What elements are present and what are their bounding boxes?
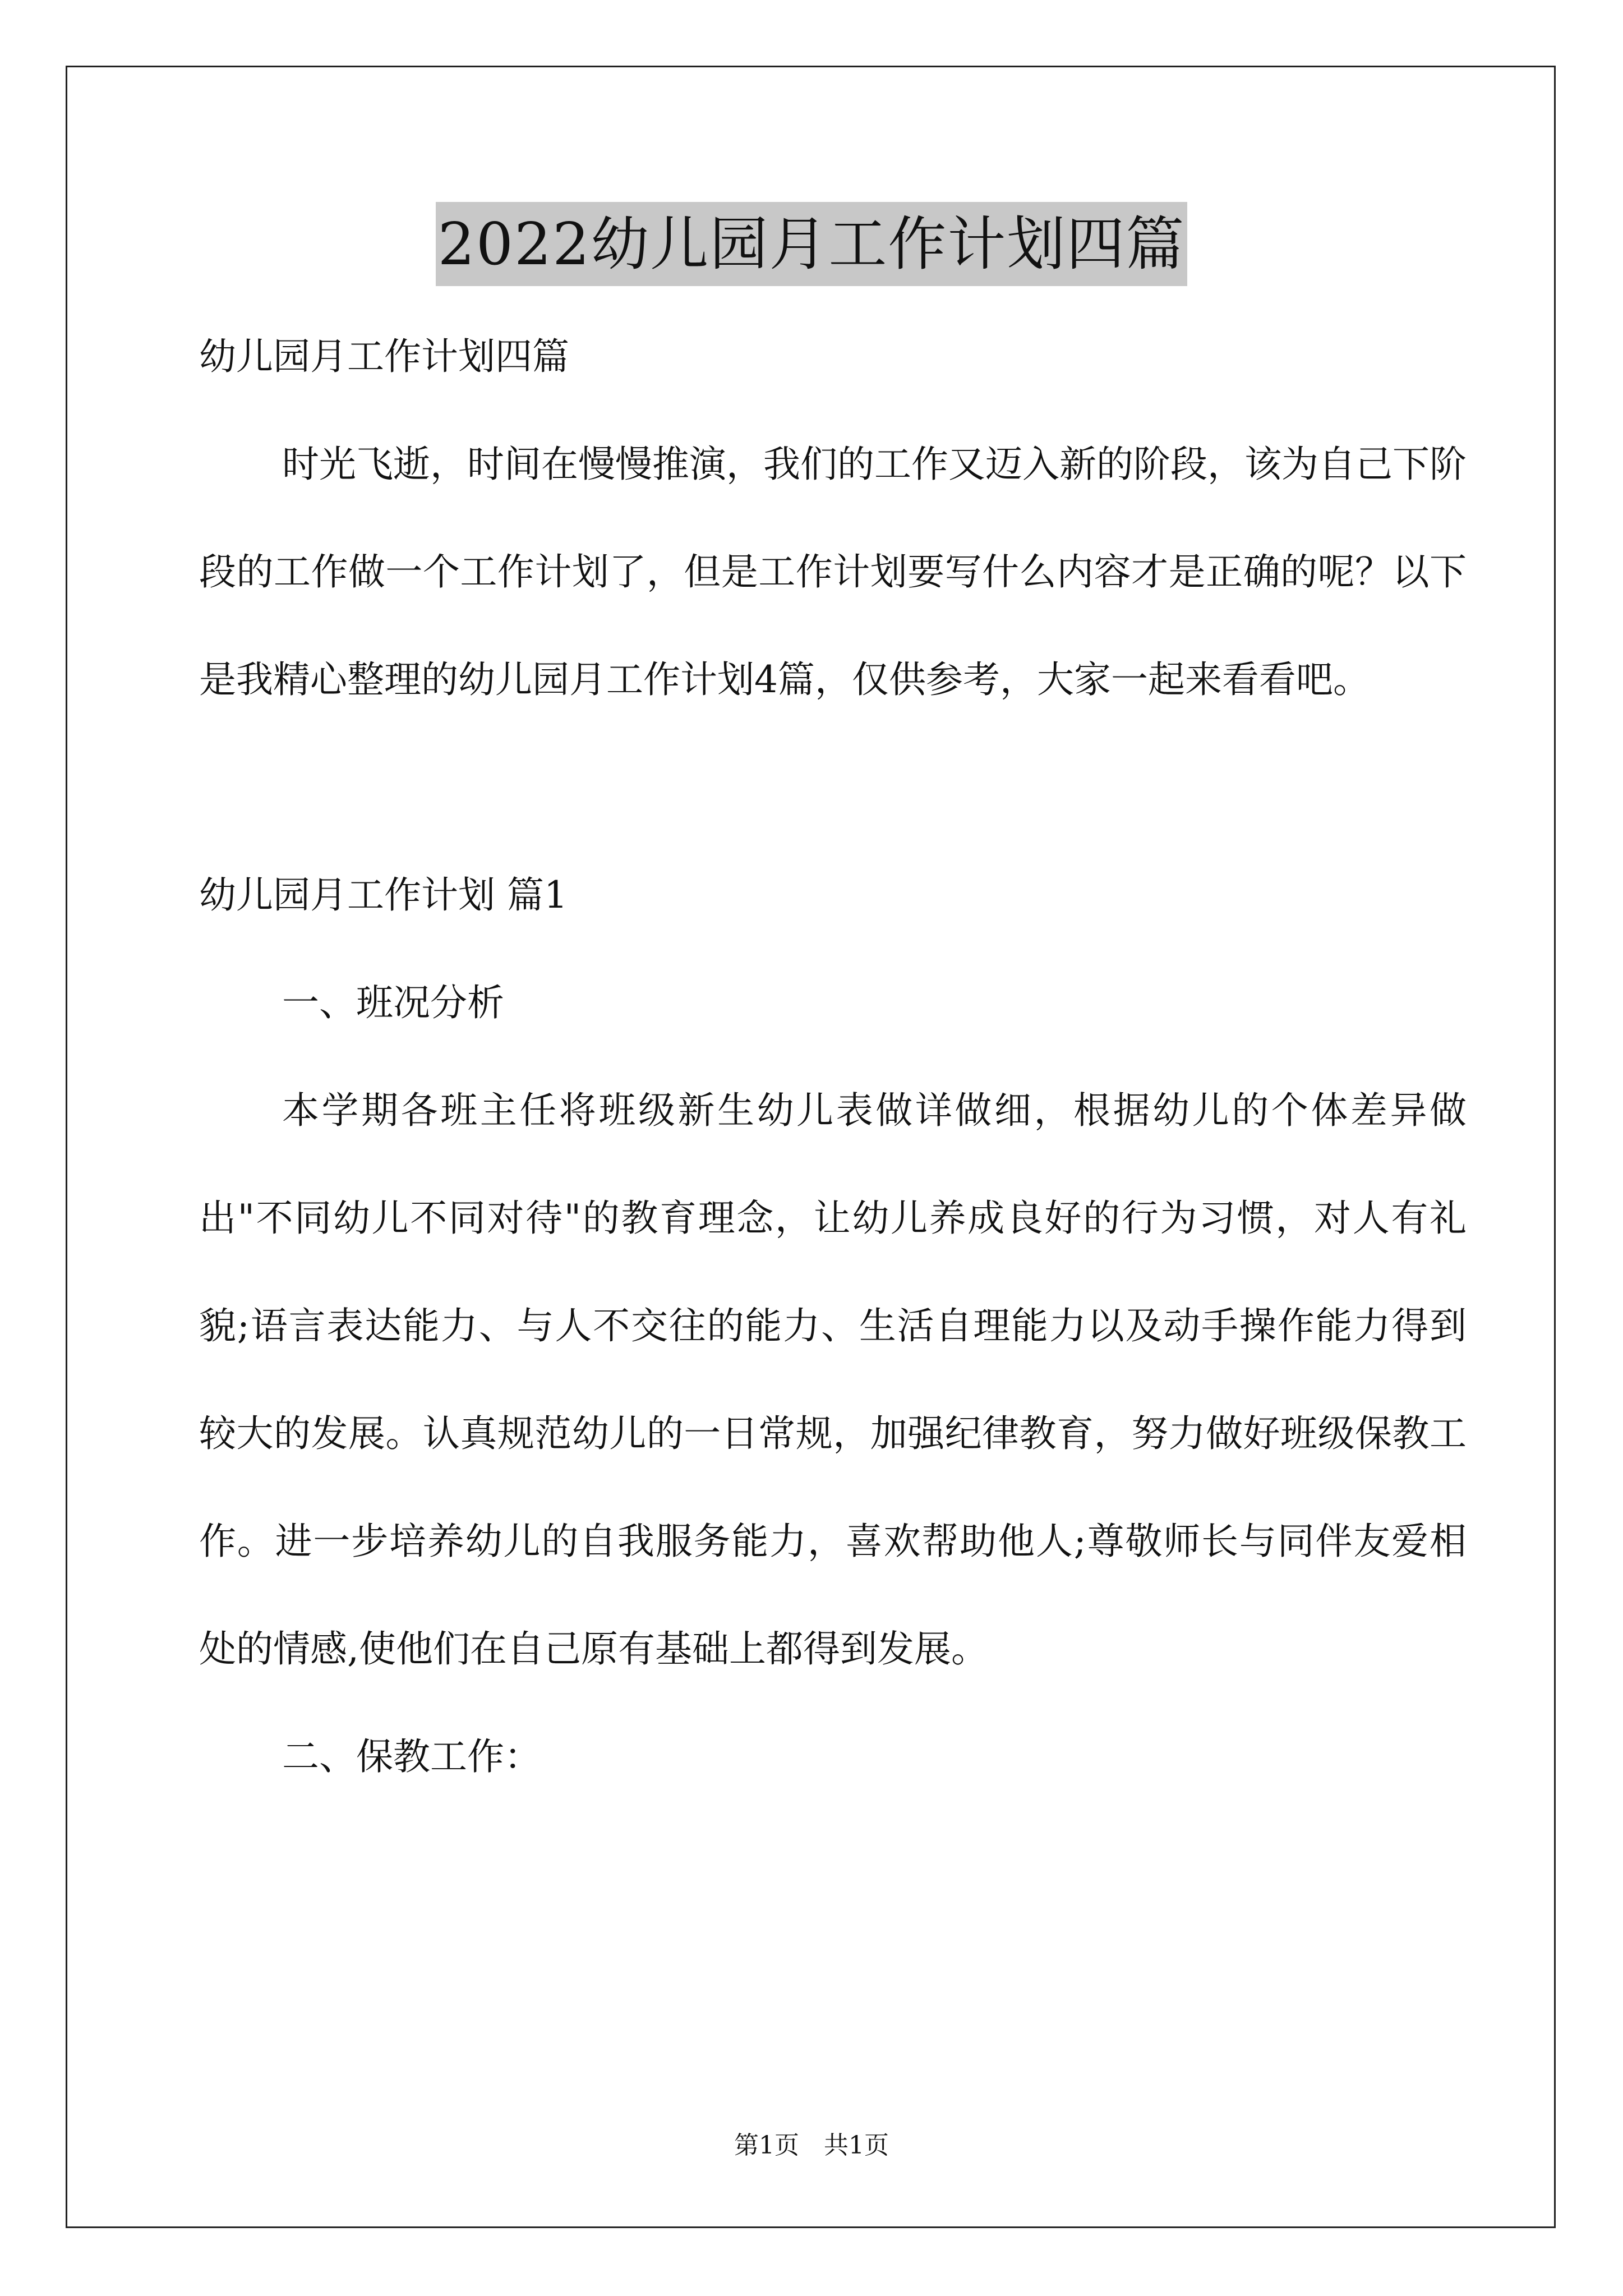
page-footer: 第1页 共1页: [734, 2131, 889, 2160]
spacer: [199, 734, 1467, 841]
title-wrap: [0, 202, 1623, 286]
item1-body: 本学期各班主任将班级新生幼儿表做详做细，根据幼儿的个体差异做出"不同幼儿不同对待"的教育理念，让幼儿养成良好的行为习惯，对人有礼貌;语言表达能力、与人不交往的能力、生活自理能力以及动手操作能力得到较大的发展。认真规范幼儿的一日常规，加强纪律教育，努力做好班级保教工作。进一步培养幼儿的自我服务能力，喜欢帮助他人;尊敬师长与同伴友爱相处的情感,使他们在自己原有基础上都得到发展。: [199, 1089, 1467, 1671]
item1-heading: 一、班况分析: [282, 981, 504, 1024]
document-body: [199, 303, 1467, 1811]
document-title: 2022幼儿园月工作计划四篇: [436, 202, 1188, 286]
item2-heading: 二、保教工作：: [282, 1735, 541, 1778]
section-heading: 幼儿园月工作计划 篇1: [199, 873, 568, 917]
intro-paragraph: 时光飞逝，时间在慢慢推演，我们的工作又迈入新的阶段，该为自己下阶段的工作做一个工作计划了，但是工作计划要写什么内容才是正确的呢？以下是我精心整理的幼儿园月工作计划4篇，仅供参考，大家一起来看看吧。: [199, 443, 1467, 701]
subtitle: 幼儿园月工作计划四篇: [199, 335, 569, 378]
